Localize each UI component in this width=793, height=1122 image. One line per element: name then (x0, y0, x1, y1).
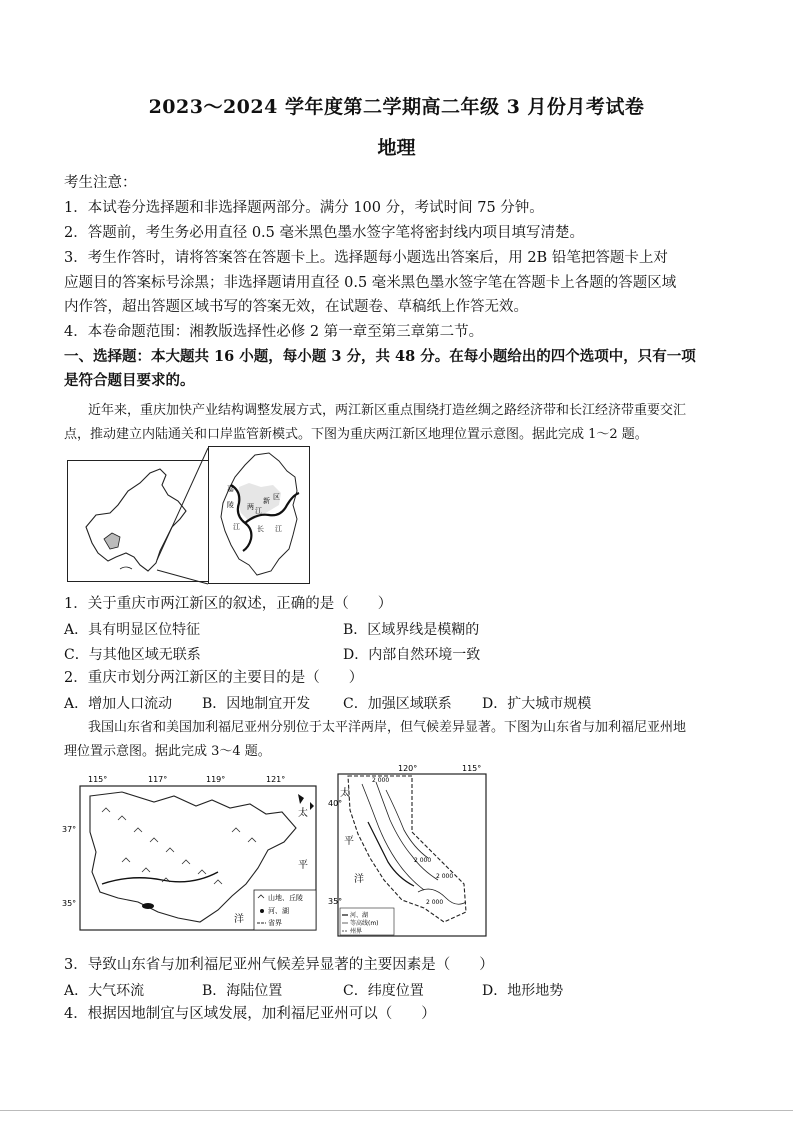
section1-heading-cont: 是符合题目要求的。 (64, 372, 195, 389)
q3-option-b: B．海陆位置 (202, 983, 283, 999)
map1-label-7: 长 (257, 525, 264, 533)
shandong-lon-0: 115° (88, 775, 108, 784)
shandong-lat-0: 37° (62, 825, 77, 834)
passage1-line2: 点，推动建立内陆通关和口岸监管新模式。下图为重庆两江新区地理位置示意图。据此完成 1～2 题。 (64, 427, 648, 442)
notice-heading: 考生注意： (64, 175, 137, 191)
california-lat-1: 35° (328, 897, 343, 906)
california-contour-2: 2 000 (436, 873, 454, 880)
notice-item-3-cont2: 内作答，超出答题区域书写的答案无效，在试题卷、草稿纸上作答无效。 (64, 299, 528, 315)
california-legend-2: 州界 (350, 928, 363, 935)
q2-option-a: A．增加人口流动 (64, 696, 173, 712)
map1-label-1: 陵 (227, 501, 234, 509)
liangjiang-detail-map (208, 446, 310, 584)
shandong-map (62, 772, 332, 934)
shandong-sea-1: 平 (298, 860, 308, 871)
q1-option-d: D．内部自然环境一致 (343, 647, 481, 663)
notice-item-3: 3．考生作答时，请将答案答在答题卡上。选择题每小题选出答案后，用 2B 铅笔把答题卡上对 (64, 250, 668, 266)
map1-label-8: 江 (275, 525, 282, 533)
q1-stem: 1．关于重庆市两江新区的叙述，正确的是（ ） (64, 596, 393, 612)
passage2-line1: 我国山东省和美国加利福尼亚州分别位于太平洋两岸，但气候差异显著。下图为山东省与加利福尼亚州地 (88, 720, 687, 735)
shandong-legend-0: 山地、丘陵 (268, 894, 303, 902)
q3-option-d: D．地形地势 (482, 983, 564, 999)
map1-label-3: 两 (247, 503, 254, 511)
shandong-lon-1: 117° (148, 775, 168, 784)
california-sea-2: 洋 (354, 874, 364, 885)
q3-option-a: A．大气环流 (64, 983, 145, 999)
q3-option-c: C．纬度位置 (343, 983, 424, 999)
q1-option-a: A．具有明显区位特征 (64, 622, 201, 638)
shandong-lat-1: 35° (62, 899, 77, 908)
notice-item-2: 2．答题前，考生务必用直径 0.5 毫米黑色墨水签字笔将密封线内项目填写清楚。 (64, 225, 585, 241)
notice-item-1: 1．本试卷分选择题和非选择题两部分。满分 100 分，考试时间 75 分钟。 (64, 200, 544, 216)
shandong-sea-2: 洋 (234, 914, 244, 925)
shandong-legend-1: 河、湖 (268, 907, 289, 915)
q2-option-b: B．因地制宜开发 (202, 696, 311, 712)
california-lat-0: 40° (328, 799, 343, 808)
map1-label-4: 江 (255, 507, 262, 515)
q3-stem: 3．导致山东省与加利福尼亚州气候差异显著的主要因素是（ ） (64, 957, 494, 973)
q4-stem: 4．根据因地制宜与区域发展，加利福尼亚州可以（ ） (64, 1006, 436, 1022)
shandong-lon-3: 121° (266, 775, 286, 784)
q1-option-c: C．与其他区域无联系 (64, 647, 201, 663)
section1-heading: 一、选择题：本大题共 16 小题，每小题 3 分，共 48 分。在每小题给出的四个选项中，只有一项 (64, 348, 696, 365)
california-map (328, 762, 492, 938)
notice-item-3-cont: 应题目的答案标号涂黑；非选择题请用直径 0.5 毫米黑色墨水签字笔在答题卡上各题的答题区域 (64, 275, 677, 291)
q2-option-d: D．扩大城市规模 (482, 696, 592, 712)
shandong-lon-2: 119° (206, 775, 226, 784)
map1-label-0: 嘉 (227, 485, 234, 493)
shandong-sea-0: 太 (298, 808, 308, 819)
q1-option-b: B．区域界线是模糊的 (343, 622, 480, 638)
passage1-line1: 近年来，重庆加快产业结构调整发展方式，两江新区重点围绕打造丝绸之路经济带和长江经济带重要交汇 (88, 403, 687, 418)
map1-label-5: 新 (263, 497, 270, 505)
map1-label-2: 江 (233, 523, 240, 531)
exam-subject: 地理 (377, 137, 416, 159)
california-contour-1: 2 000 (414, 857, 432, 864)
map1-label-6: 区 (273, 493, 280, 501)
passage2-line2: 理位置示意图。据此完成 3～4 题。 (64, 744, 271, 759)
california-legend-1: 等高线(m) (350, 920, 379, 927)
page-bottom-rule (0, 1110, 793, 1111)
california-lon-0: 120° (398, 764, 418, 773)
california-legend-0: 河、湖 (350, 912, 369, 919)
exam-title: 2023～2024 学年度第二学期高二年级 3 月份月考试卷 (148, 96, 645, 118)
q2-stem: 2．重庆市划分两江新区的主要目的是（ ） (64, 670, 364, 686)
california-lon-1: 115° (462, 764, 482, 773)
shandong-legend-2: 省界 (268, 919, 282, 927)
notice-item-4: 4．本卷命题范围：湘教版选择性必修 2 第一章至第三章第二节。 (64, 324, 484, 340)
q2-option-c: C．加强区域联系 (343, 696, 452, 712)
california-sea-0: 太 (340, 788, 350, 799)
california-contour-0: 2 000 (372, 777, 390, 784)
california-contour-3: 2 000 (426, 899, 444, 906)
california-sea-1: 平 (344, 836, 354, 847)
